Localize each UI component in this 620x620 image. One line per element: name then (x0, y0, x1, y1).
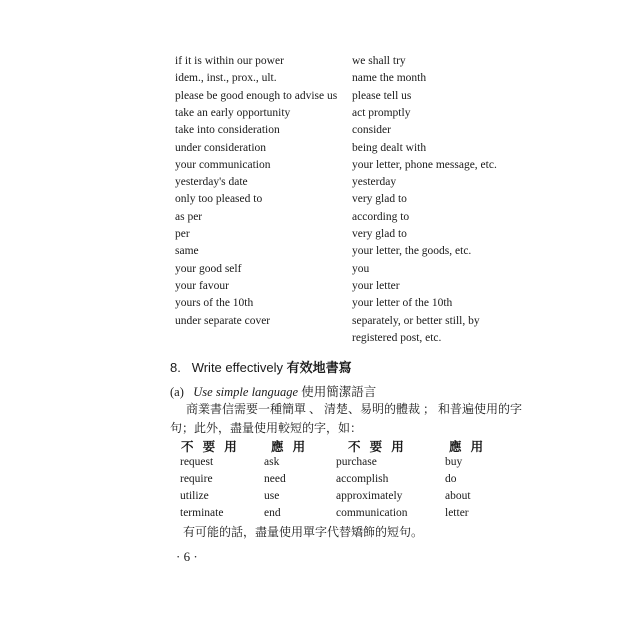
phrase-pair-row (175, 191, 515, 208)
preferred-phrase: separately, or better still, by (352, 314, 480, 327)
phrase-pair-row (175, 209, 515, 226)
preferred-phrase: your letter (352, 279, 400, 292)
phrase-to-avoid: if it is within our power (175, 55, 284, 67)
word-row (180, 471, 500, 488)
section-heading (170, 357, 352, 376)
column-header-avoid-2: 不 要 用 (348, 440, 407, 454)
word-row (180, 454, 500, 471)
page-number: · 6 · (176, 549, 198, 564)
preferred-phrase: your letter of the 10th (352, 297, 453, 310)
word-to-avoid: request (180, 456, 214, 468)
phrase-pair-row (175, 278, 515, 295)
phrase-pair-row (175, 122, 515, 139)
preferred-phrase: act promptly (352, 106, 411, 119)
section-title-en: Write effectively (191, 360, 283, 375)
phrase-to-avoid: take into consideration (175, 124, 280, 137)
phrase-to-avoid: please be good enough to advise us (175, 89, 338, 102)
phrase-pair-row (175, 157, 515, 174)
word-to-avoid: approximately (336, 490, 403, 502)
preferred-phrase: very glad to (352, 193, 407, 206)
preferred-phrase: your letter, the goods, etc. (352, 245, 472, 258)
subsection-title-en: Use simple language (193, 385, 299, 399)
word-row (180, 505, 500, 522)
phrase-to-avoid: per (175, 228, 190, 240)
preferred-word: use (264, 490, 280, 502)
preferred-word: buy (445, 456, 463, 468)
phrase-pair-row (175, 295, 515, 312)
phrase-to-avoid: your good self (175, 262, 242, 275)
word-to-avoid: communication (336, 507, 408, 519)
phrase-pair-row (175, 313, 515, 330)
phrase-pair-row (175, 243, 515, 260)
paragraph-line-1: 商業書信需要一種簡單 、 清楚、易明的體裁 ； 和普遍使用的字 (186, 402, 523, 416)
word-to-avoid: purchase (336, 456, 377, 468)
phrase-pair-row (175, 226, 515, 243)
phrase-pair-row (175, 140, 515, 157)
phrase-to-avoid: yours of the 10th (175, 297, 254, 310)
preferred-word: ask (264, 456, 280, 468)
preferred-phrase: very glad to (352, 228, 407, 240)
word-to-avoid: require (180, 473, 213, 485)
preferred-phrase: your letter, phone message, etc. (352, 158, 497, 171)
phrase-to-avoid: your favour (175, 279, 229, 292)
preferred-phrase: you (352, 262, 370, 275)
phrase-to-avoid: idem., inst., prox., ult. (175, 72, 277, 85)
preferred-phrase: according to (352, 210, 410, 223)
phrase-to-avoid: as per (175, 210, 203, 223)
phrase-pair-row (175, 70, 515, 87)
phrase-pair-row (175, 88, 515, 105)
phrase-to-avoid: take an early opportunity (175, 106, 291, 119)
preferred-phrase: name the month (352, 72, 427, 85)
column-header-use-2: 應 用 (449, 440, 487, 454)
section-title-zh: 有效地書寫 (286, 360, 352, 375)
subsection-title-zh: 使用簡潔語言 (301, 385, 377, 399)
word-row (180, 488, 500, 505)
phrase-to-avoid: under separate cover (175, 314, 271, 327)
closing-note: 有可能的話，盡量使用單字代替矯飾的短句。 (183, 525, 424, 539)
preferred-word: letter (445, 507, 469, 519)
phrase-continuation: registered post, etc. (352, 332, 442, 344)
column-header-avoid-1: 不 要 用 (181, 440, 240, 454)
phrase-pair-row (175, 105, 515, 122)
preferred-phrase: yesterday (352, 176, 397, 189)
word-to-avoid: accomplish (336, 473, 389, 485)
phrase-to-avoid: your communication (175, 158, 271, 171)
column-header-use-1: 應 用 (271, 440, 309, 454)
phrase-to-avoid: under consideration (175, 141, 267, 154)
phrase-to-avoid: only too pleased to (175, 193, 263, 206)
preferred-phrase: please tell us (352, 89, 412, 102)
phrase-pair-row (175, 53, 515, 70)
word-to-avoid: utilize (180, 490, 209, 502)
section-number: 8. (170, 360, 181, 375)
preferred-phrase: consider (352, 124, 391, 137)
preferred-phrase: we shall try (352, 55, 406, 67)
word-to-avoid: terminate (180, 507, 224, 519)
preferred-word: end (264, 507, 281, 519)
preferred-word: need (264, 473, 286, 485)
phrase-to-avoid: same (175, 245, 199, 258)
subsection-heading (170, 382, 376, 400)
phrase-to-avoid: yesterday's date (175, 176, 248, 189)
preferred-phrase: being dealt with (352, 141, 427, 154)
paragraph-line-2: 句；此外，盡量使用較短的字，如： (170, 421, 363, 435)
phrase-pair-row (175, 174, 515, 191)
preferred-word: do (445, 473, 457, 485)
phrase-pair-row (175, 261, 515, 278)
subsection-label: (a) (170, 385, 184, 399)
preferred-word: about (445, 490, 471, 502)
